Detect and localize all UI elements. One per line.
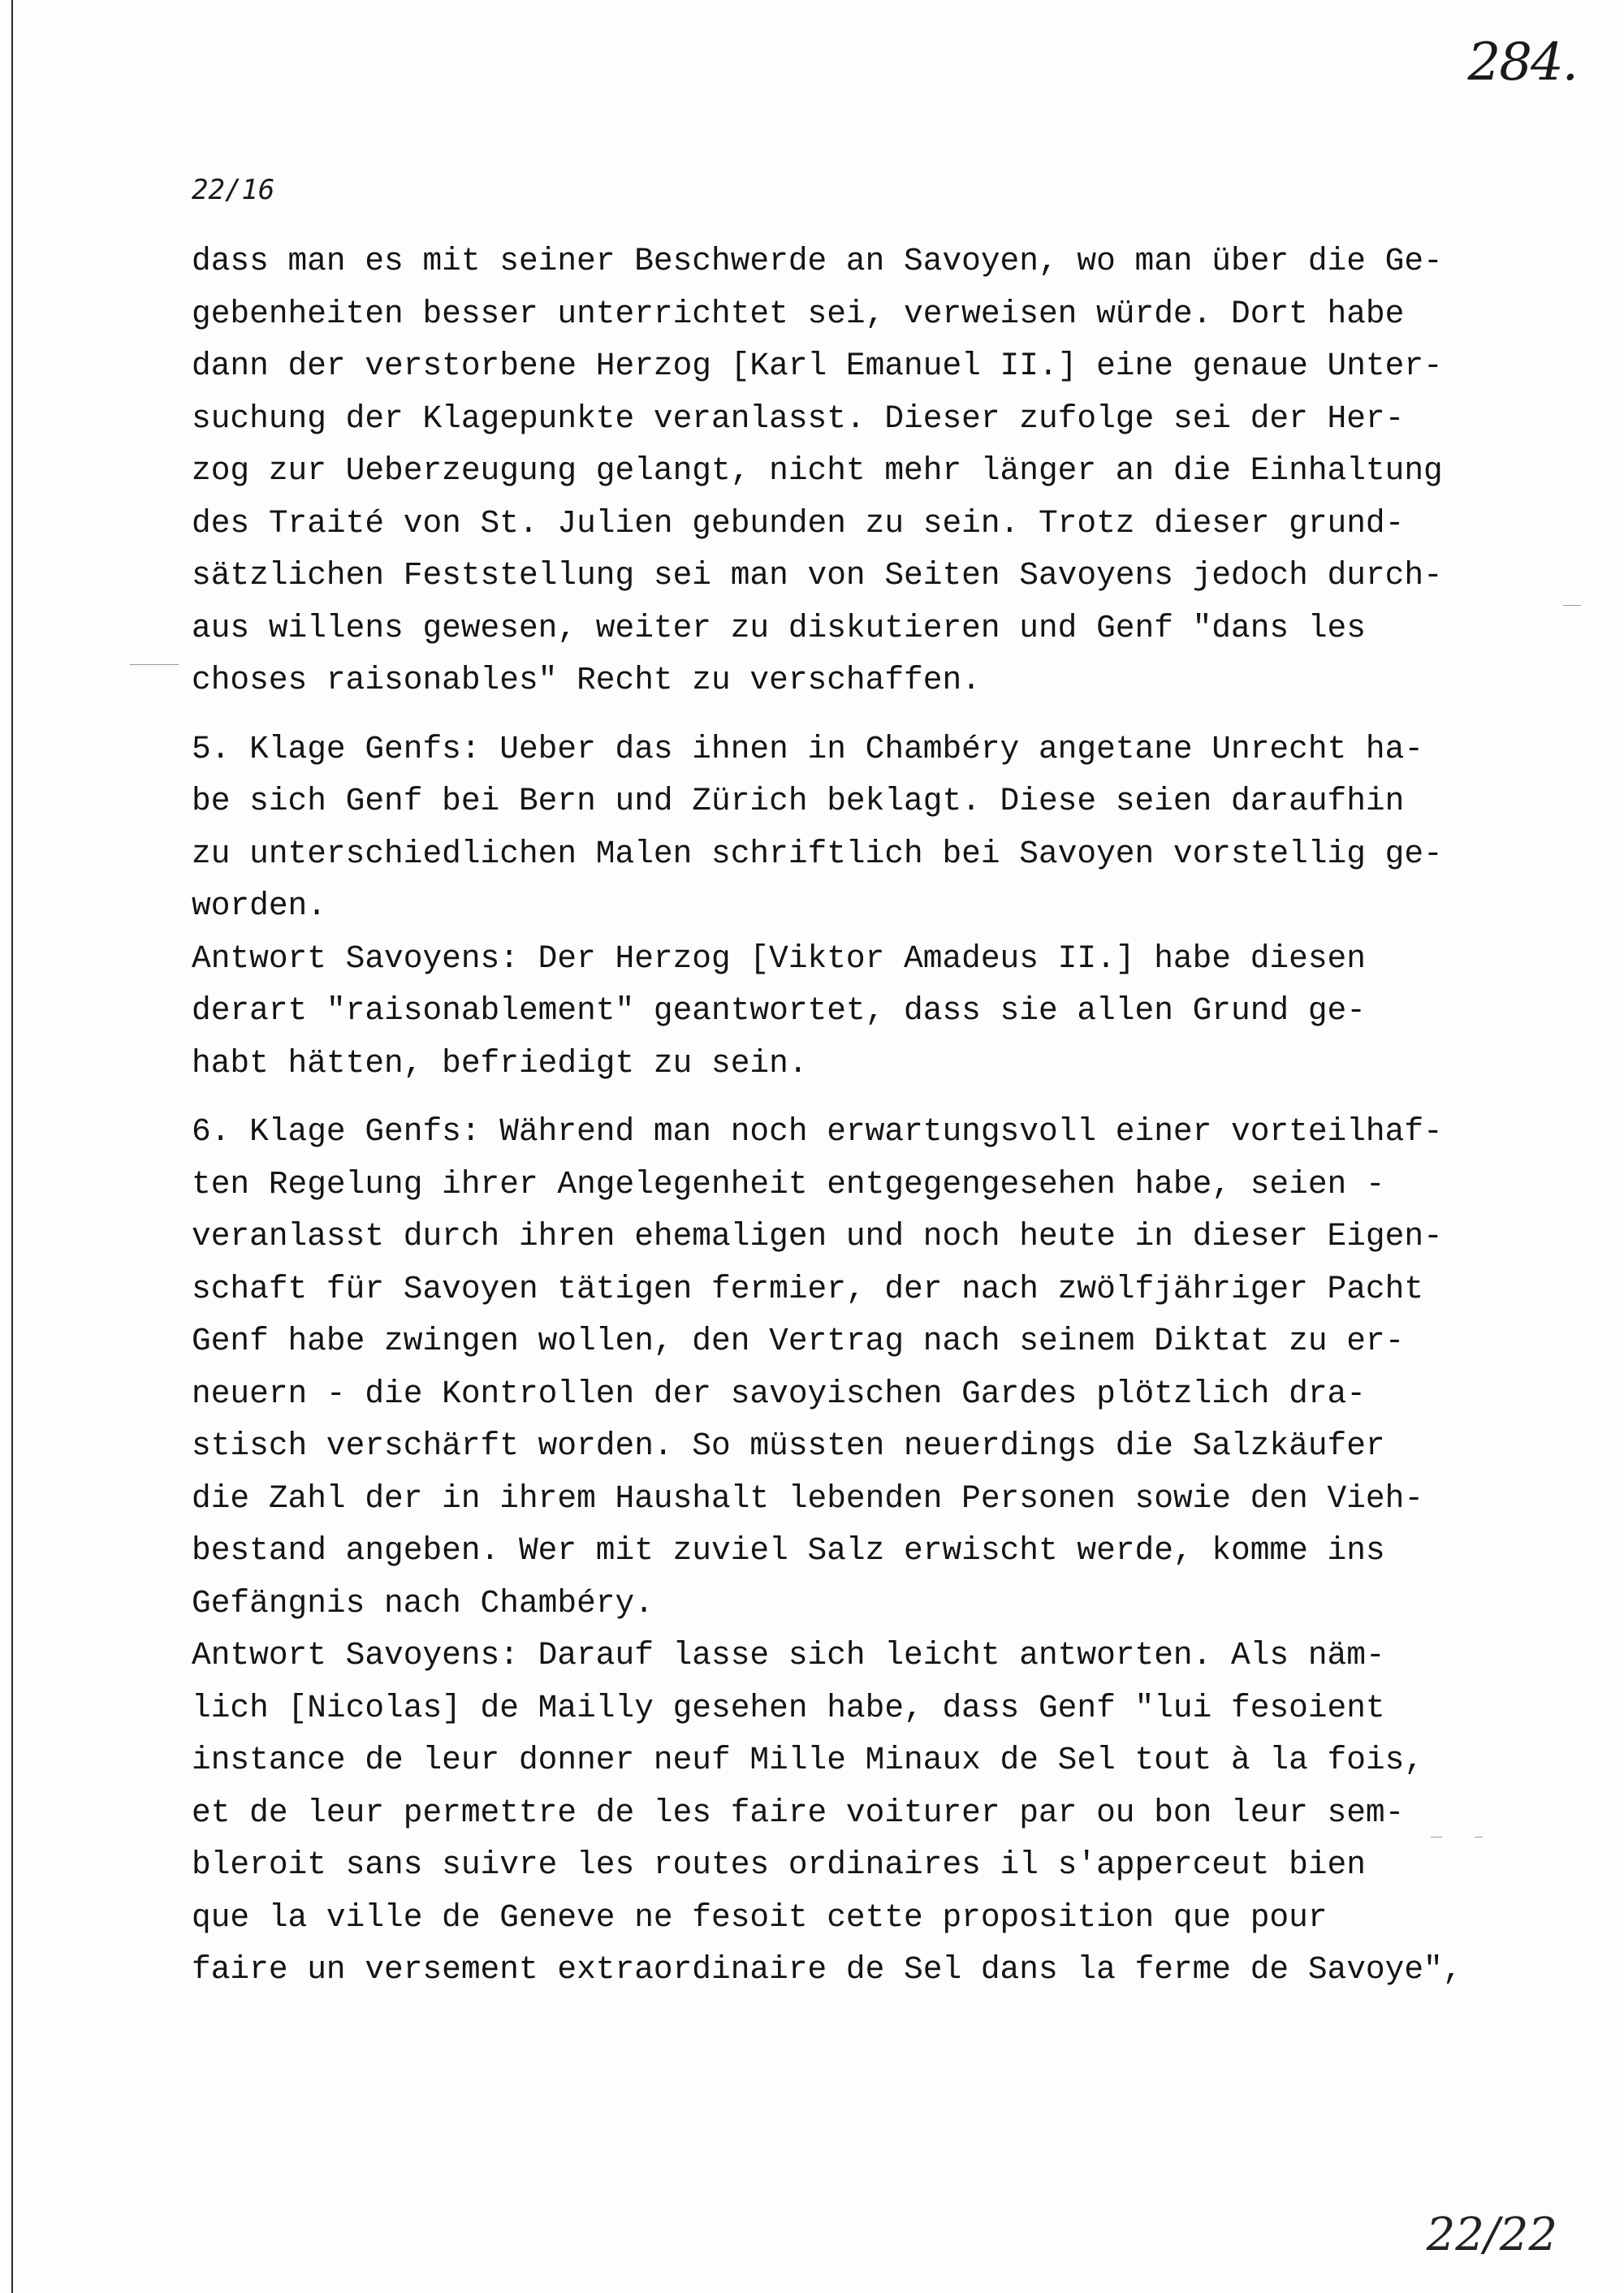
document-body bbox=[192, 235, 1491, 1997]
page-number: 22/16 bbox=[192, 174, 275, 206]
text-line: stisch verschärft worden. So müssten neuerdings die Salzkäufer bbox=[192, 1427, 1385, 1464]
text-line: 5. Klage Genfs: Ueber das ihnen in Chambéry angetane Unrecht ha- bbox=[192, 730, 1424, 767]
text-line: derart "raisonablement" geantwortet, dass sie allen Grund ge- bbox=[192, 992, 1366, 1029]
text-line: instance de leur donner neuf Mille Minaux de Sel tout à la fois, bbox=[192, 1742, 1424, 1778]
text-line: lich [Nicolas] de Mailly gesehen habe, dass Genf "lui fesoient bbox=[192, 1689, 1385, 1726]
text-line: faire un versement extraordinaire de Sel dans la ferme de Savoye", bbox=[192, 1951, 1462, 1988]
text-line: 6. Klage Genfs: Während man noch erwartungsvoll einer vorteilhaf- bbox=[192, 1113, 1443, 1150]
text-line: choses raisonables" Recht zu verschaffen. bbox=[192, 662, 981, 698]
margin-mark-left bbox=[130, 664, 179, 665]
paragraph-5 bbox=[192, 723, 1491, 1090]
text-line: et de leur permettre de les faire voiturer par ou bon leur sem- bbox=[192, 1794, 1405, 1831]
text-line: Antwort Savoyens: Der Herzog [Viktor Amadeus II.] habe diesen bbox=[192, 939, 1366, 977]
text-line: dass man es mit seiner Beschwerde an Savoyen, wo man über die Ge- bbox=[192, 243, 1443, 279]
text-line: habt hätten, befriedigt zu sein. bbox=[192, 1044, 808, 1082]
text-line: Genf habe zwingen wollen, den Vertrag nach seinem Diktat zu er- bbox=[192, 1323, 1405, 1359]
text-line: suchung der Klagepunkte veranlasst. Dieser zufolge sei der Her- bbox=[192, 399, 1405, 437]
text-line: be sich Genf bei Bern und Zürich beklagt. Diese seien daraufhin bbox=[192, 783, 1405, 819]
scan-edge-line bbox=[11, 0, 13, 2293]
margin-mark-right bbox=[1563, 605, 1581, 606]
text-line: schaft für Savoyen tätigen fermier, der nach zwölfjähriger Pacht bbox=[192, 1270, 1424, 1307]
text-line: ten Regelung ihrer Angelegenheit entgegengesehen habe, seien - bbox=[192, 1165, 1385, 1203]
folio-stamp: 284. bbox=[1467, 32, 1577, 93]
text-line: aus willens gewesen, weiter zu diskutieren und Genf "dans les bbox=[192, 609, 1366, 646]
text-line: worden. bbox=[192, 887, 326, 924]
text-line: des Traité von St. Julien gebunden zu sein. Trotz dieser grund- bbox=[192, 504, 1405, 542]
archive-number-stamp: 22/22 bbox=[1426, 2209, 1557, 2261]
text-line: gebenheiten besser unterrichtet sei, verweisen würde. Dort habe bbox=[192, 295, 1405, 332]
paragraph-6 bbox=[192, 1106, 1491, 1997]
text-line: Antwort Savoyens: Darauf lasse sich leicht antworten. Als näm- bbox=[192, 1637, 1385, 1673]
text-line: zog zur Ueberzeugung gelangt, nicht mehr länger an die Einhaltung bbox=[192, 452, 1443, 489]
text-line: que la ville de Geneve ne fesoit cette proposition que pour bbox=[192, 1898, 1328, 1936]
text-line: die Zahl der in ihrem Haushalt lebenden Personen sowie den Vieh- bbox=[192, 1479, 1424, 1517]
text-line: zu unterschiedlichen Malen schriftlich bei Savoyen vorstellig ge- bbox=[192, 835, 1443, 872]
text-line: Gefängnis nach Chambéry. bbox=[192, 1584, 654, 1622]
paragraph-1 bbox=[192, 235, 1491, 707]
text-line: dann der verstorbene Herzog [Karl Emanuel II.] eine genaue Unter- bbox=[192, 348, 1443, 384]
text-line: veranlasst durch ihren ehemaligen und noch heute in dieser Eigen- bbox=[192, 1218, 1443, 1254]
text-line: bleroit sans suivre les routes ordinaires il s'apperceut bien bbox=[192, 1846, 1366, 1883]
text-line: neuern - die Kontrollen der savoyischen Gardes plötzlich dra- bbox=[192, 1375, 1366, 1412]
text-line: bestand angeben. Wer mit zuviel Salz erwischt werde, komme ins bbox=[192, 1532, 1385, 1569]
text-line: sätzlichen Feststellung sei man von Seiten Savoyens jedoch durch- bbox=[192, 557, 1443, 594]
